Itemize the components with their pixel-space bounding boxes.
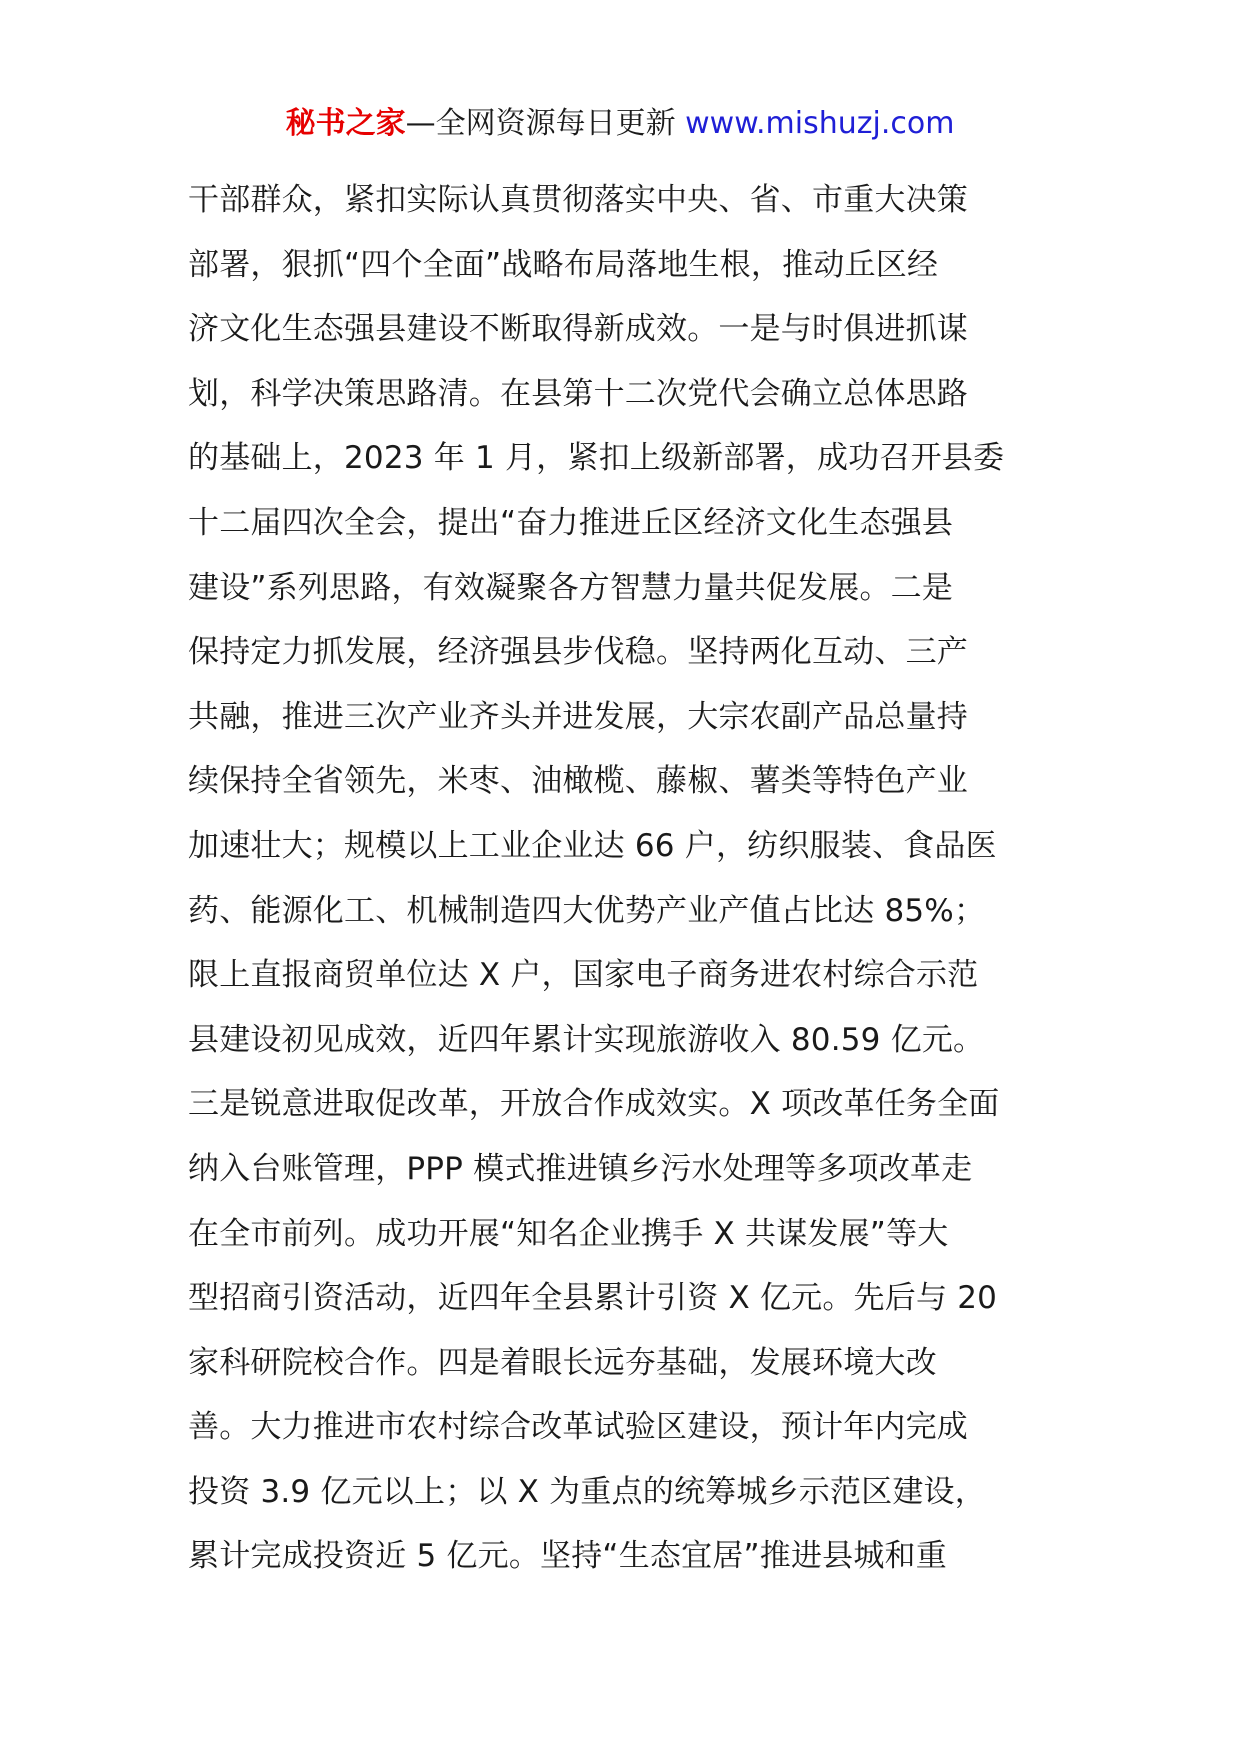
text-line: 纳入台账管理，PPP 模式推进镇乡污水处理等多项改革走 xyxy=(188,1150,973,1187)
text-line: 建设”系列思路，有效凝聚各方智慧力量共促发展。二是 xyxy=(188,569,954,606)
text-line: 部署，狠抓“四个全面”战略布局落地生根，推动丘区经 xyxy=(188,246,939,283)
text-line: 续保持全省领先，米枣、油橄榄、藤椒、薯类等特色产业 xyxy=(188,763,968,800)
brand-name: 秘书之家 xyxy=(285,106,406,141)
text-line: 三是锐意进取促改革，开放合作成效实。X 项改革任务全面 xyxy=(188,1086,1000,1123)
text-line: 限上直报商贸单位达 X 户，国家电子商务进农村综合示范 xyxy=(188,957,979,994)
text-line: 保持定力抓发展，经济强县步伐稳。坚持两化互动、三产 xyxy=(188,634,968,671)
text-line: 药、能源化工、机械制造四大优势产业产值占比达 85%； xyxy=(188,892,986,929)
text-line: 型招商引资活动，近四年全县累计引资 X 亿元。先后与 20 xyxy=(188,1280,998,1317)
page-header xyxy=(0,104,1240,144)
text-line: 干部群众，紧扣实际认真贯彻落实中央、省、市重大决策 xyxy=(188,182,968,218)
text-line: 划，科学决策思路清。在县第十二次党代会确立总体思路 xyxy=(188,375,968,412)
text-line: 累计完成投资近 5 亿元。坚持“生态宜居”推进县城和重 xyxy=(188,1538,947,1575)
text-line: 加速壮大；规模以上工业企业达 66 户，纺织服装、食品医 xyxy=(188,827,997,864)
text-line: 投资 3.9 亿元以上；以 X 为重点的统筹城乡示范区建设， xyxy=(188,1473,986,1510)
header-tagline: —全网资源每日更新 xyxy=(405,106,686,141)
text-line: 济文化生态强县建设不断取得新成效。一是与时俱进抓谋 xyxy=(188,311,968,348)
text-line: 的基础上，2023 年 1 月，紧扣上级新部署，成功召开县委 xyxy=(188,440,1005,477)
text-line: 县建设初见成效，近四年累计实现旅游收入 80.59 亿元。 xyxy=(188,1021,985,1058)
text-line: 十二届四次全会，提出“奋力推进丘区经济文化生态强县 xyxy=(188,504,954,541)
text-line: 共融，推进三次产业齐头并进发展，大宗农副产品总量持 xyxy=(188,698,968,735)
text-line: 在全市前列。成功开展“知名企业携手 X 共谋发展”等大 xyxy=(188,1215,949,1252)
text-line: 善。大力推进市农村综合改革试验区建设，预计年内完成 xyxy=(188,1409,968,1446)
document-body xyxy=(188,168,1068,1589)
site-url-link[interactable]: www.mishuzj.com xyxy=(685,106,955,141)
text-line: 家科研院校合作。四是着眼长远夯基础，发展环境大改 xyxy=(188,1344,937,1381)
